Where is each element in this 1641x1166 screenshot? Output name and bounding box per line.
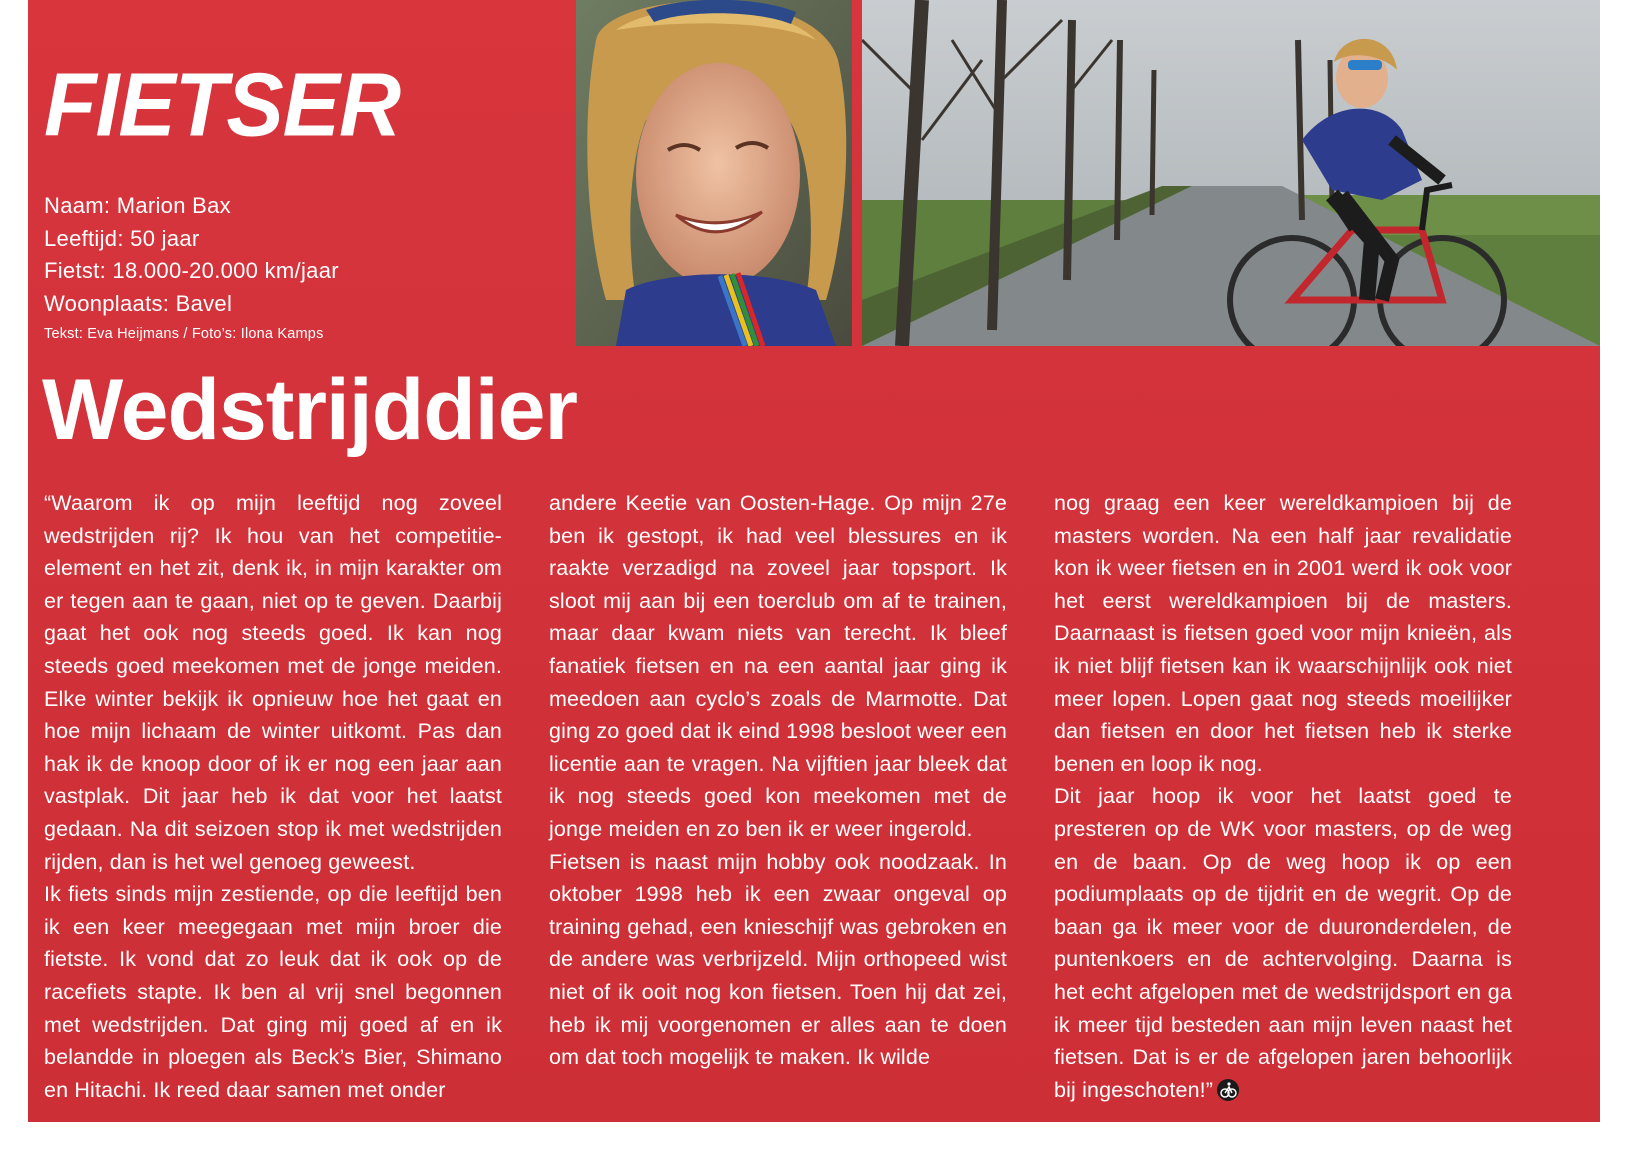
paragraph: nog graag een keer wereldkampioen bij de masters worden. Na een half jaar revalidatie kon ik weer fietsen en in 2001 werd ik ook voor het eerst wereldkampioen bij de masters. Daarnaast is fietsen goed voor mijn knieën, als ik niet blijf fietsen kan ik waarschijnlijk ook niet meer lopen. Lopen gaat nog steeds moeilijker dan fietsen en door het fietsen heb ik sterke benen en loop ik nog.	[1054, 491, 1512, 776]
fact-name: Naam: Marion Bax	[44, 193, 231, 218]
fact-distance: Fietst: 18.000-20.000 km/jaar	[44, 258, 339, 283]
paragraph-final	[1054, 780, 1512, 1106]
cycling-photo	[862, 0, 1600, 346]
rider-logo-icon	[1217, 1079, 1239, 1101]
article-column-1	[44, 487, 502, 1106]
background-lettering: ​	[621, 362, 635, 541]
magazine-page	[28, 0, 1600, 1122]
portrait-photo	[576, 0, 852, 346]
paragraph: Ik fiets sinds mijn zestiende, op die leeftijd ben ik een keer meegegaan met mijn broer die fietste. Ik vond dat zo leuk dat ik ook op de racefiets stapte. Ik ben al vrij snel begonnen met wedstrijden. Dat ging mij goed af en ik belandde in ploegen als Beck’s Bier, Shimano en Hitachi. Ik reed daar samen met onder	[44, 882, 502, 1102]
article-column-2	[549, 487, 1007, 1074]
paragraph: Fietsen is naast mijn hobby ook noodzaak. In oktober 1998 heb ik een zwaar ongeval op training gehad, een knieschijf was gebroken en de andere was verbrijzeld. Mijn orthopeed wist niet of ik ooit nog kon fietsen. Toen hij dat zei, heb ik mij voorgenomen er alles aan te doen om dat toch mogelijk te maken. Ik wilde	[549, 849, 1007, 1070]
section-label: FIETSER	[44, 54, 401, 156]
fact-age: Leeftijd: 50 jaar	[44, 225, 200, 251]
paragraph: “Waarom ik op mijn leeftijd nog zoveel wedstrijden rij? Ik hou van het competitie-element en het zit, denk ik, in mijn karakter om er tegen aan te gaan, niet op te geven. Daarbij gaat het ook nog steeds goed. Ik kan nog steeds goed meekomen met de jonge meiden. Elke winter bekijk ik opnieuw hoe het gaat en hoe mijn lichaam de winter uitkomt. Pas dan hak ik de knoop door of ik er nog een jaar aan vastplak. Dit jaar heb ik dat voor het laatst gedaan. Na dit seizoen stop ik met wedstrijden rijden, dan is het wel genoeg geweest.	[44, 491, 502, 874]
fact-box	[44, 190, 339, 344]
photo-credit: Tekst: Eva Heijmans / Foto’s: Ilona Kamps	[44, 326, 324, 342]
paragraph: andere Keetie van Oosten-Hage. Op mijn 27e ben ik gestopt, ik had veel blessures en ik raakte verzadigd na zoveel jaar topsport. Ik sloot mij aan bij een toerclub om af te trainen, maar daar kwam niets van terecht. Ik bleef fanatiek fietsen en na een aantal jaar ging ik meedoen aan cyclo’s zoals de Marmotte. Dat ging zo goed dat ik eind 1998 besloot weer een licentie aan te vragen. Na vijftien jaar bleek dat ik nog steeds goed kon meekomen met de jonge meiden en zo ben ik er weer ingerold.	[549, 491, 1007, 841]
article-column-3	[1054, 487, 1512, 1106]
article-headline: Wedstrijddier	[42, 362, 577, 458]
paragraph-text: Dit jaar hoop ik voor het laatst goed te presteren op de WK voor masters, op de weg en de baan. Op de weg hoop ik op een podiumplaats op de tijdrit en de wegrit. Op de baan ga ik meer voor de duuronderdelen, de puntenkoers en de achtervolging. Daarna is het echt afgelopen met de wedstrijdsport en ga ik meer tijd besteden aan mijn leven naast het fietsen. Dat is er de afgelopen jaren behoorlijk bij ingeschoten!”	[1054, 784, 1512, 1102]
fact-residence: Woonplaats: Bavel	[44, 290, 233, 316]
